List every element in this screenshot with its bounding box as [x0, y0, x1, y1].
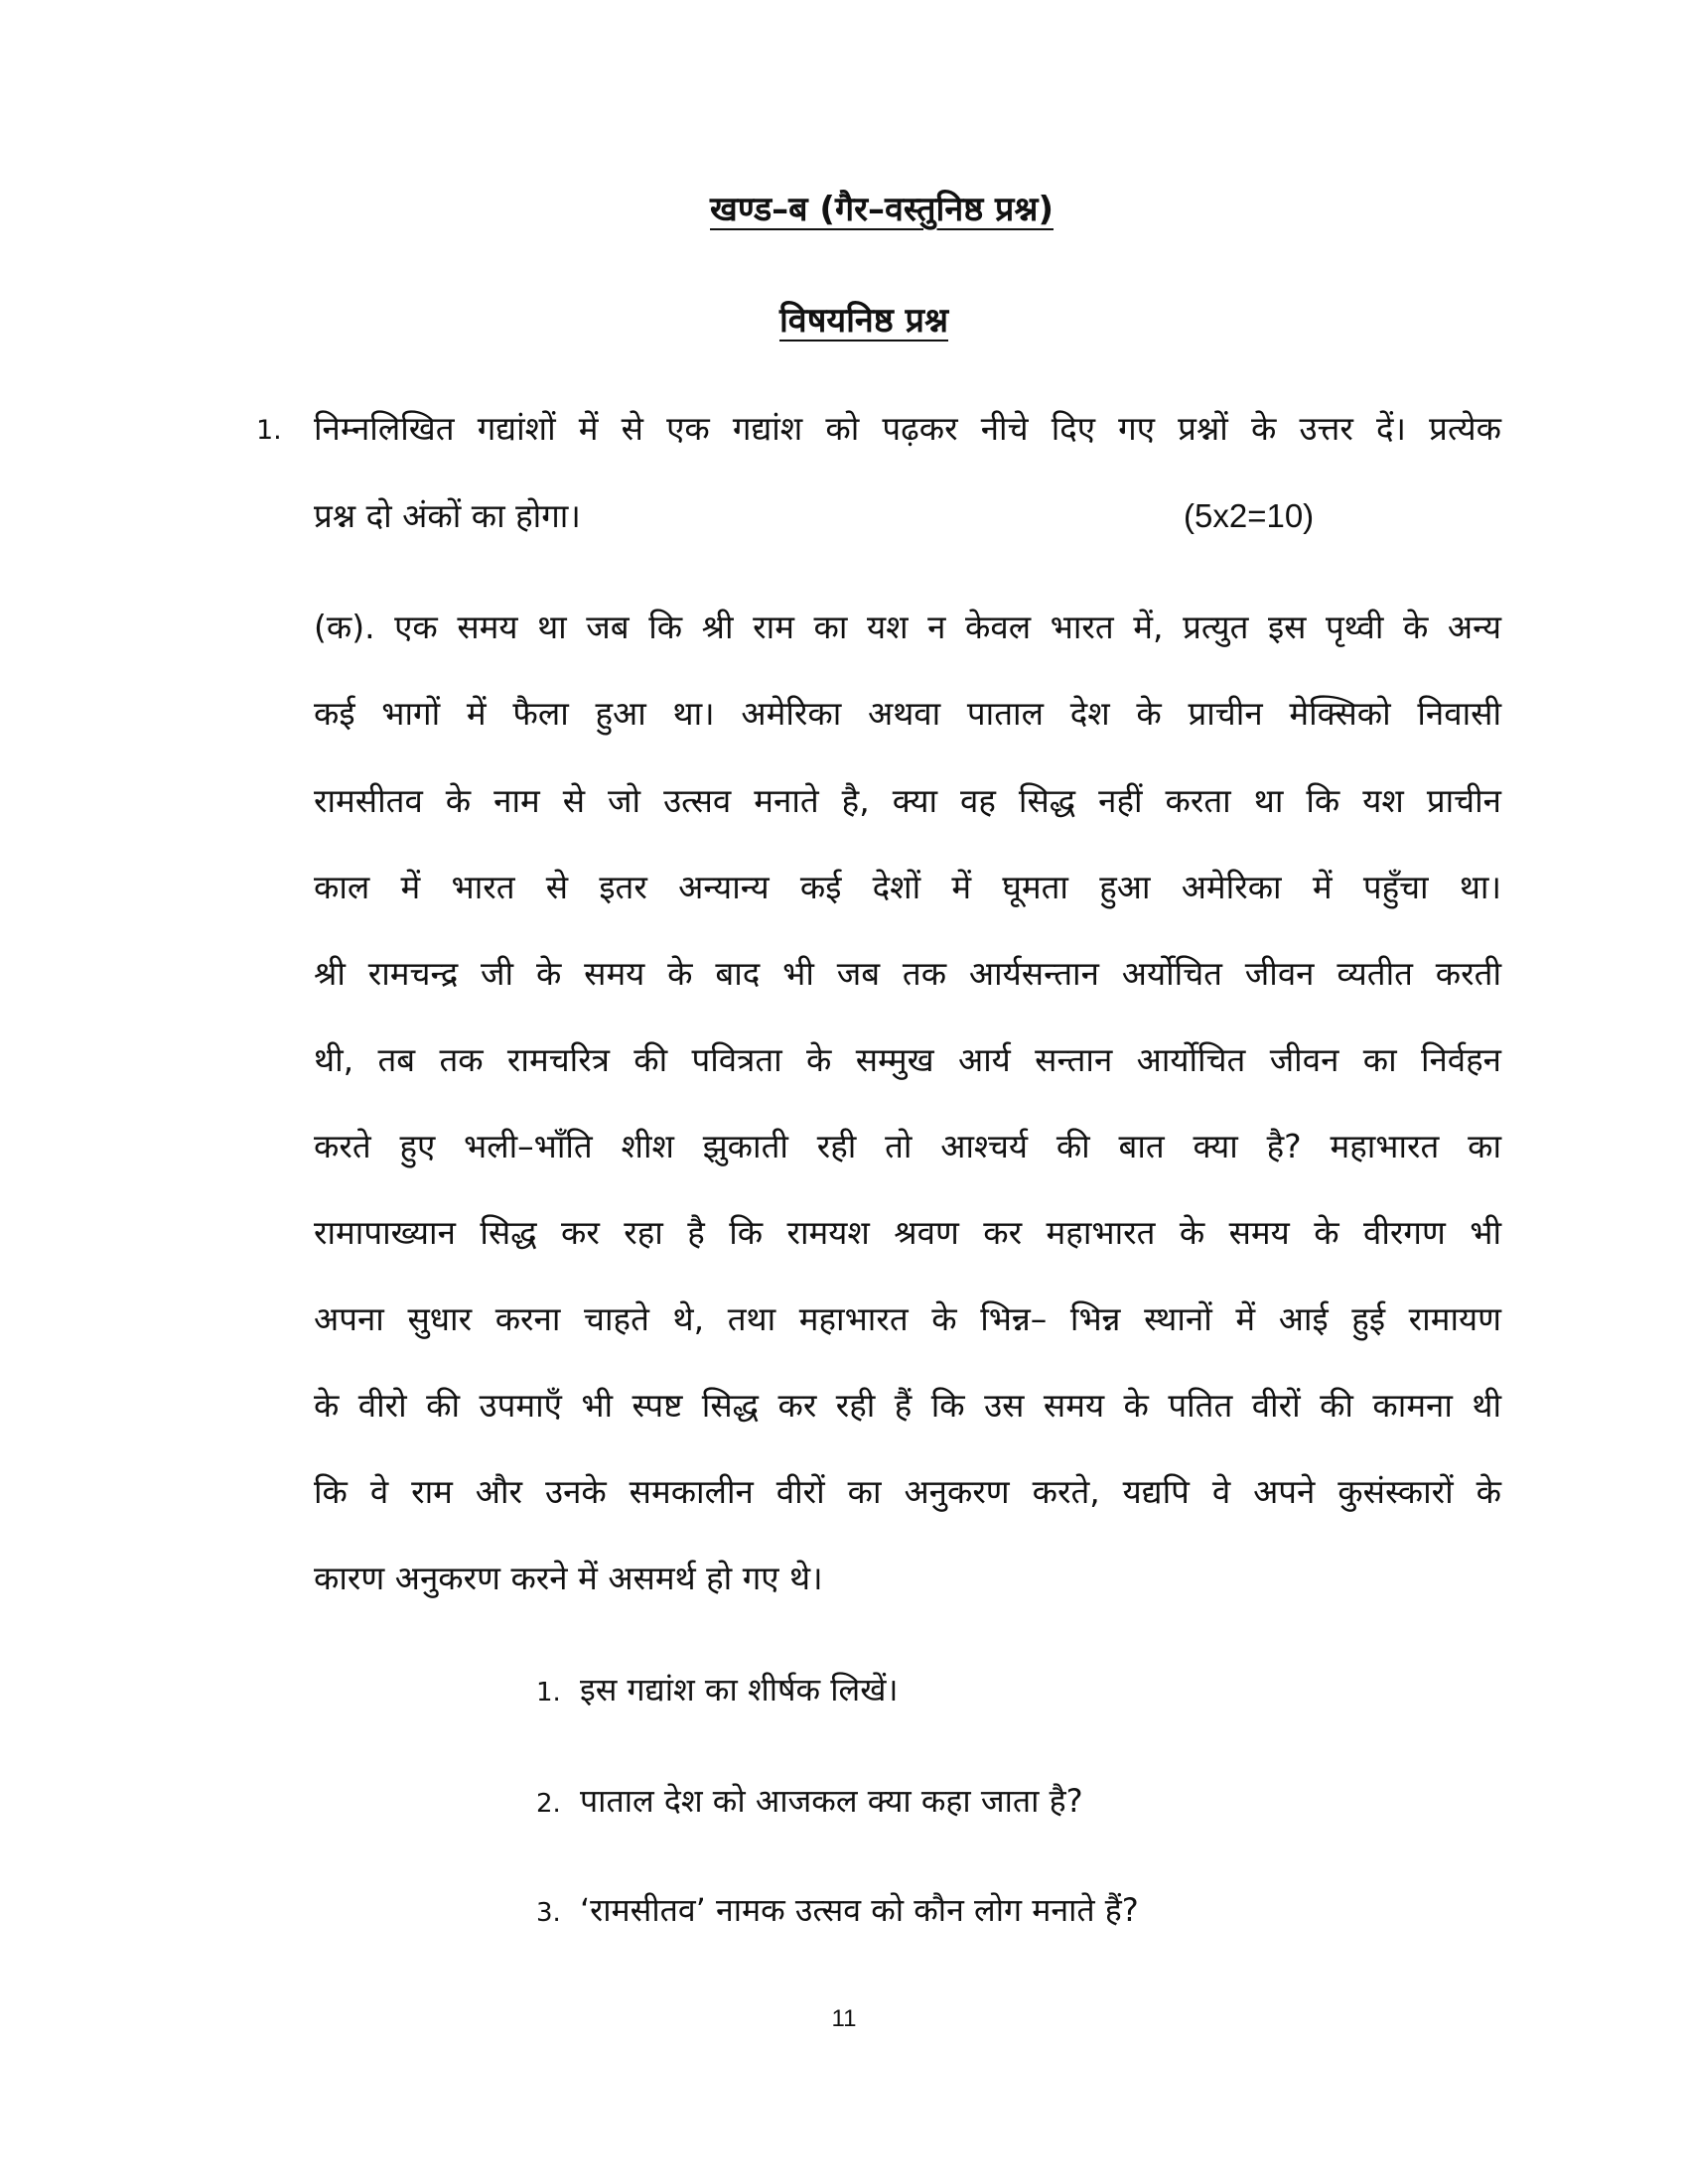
sub-question-text: ‘रामसीतव’ नामक उत्सव को कौन लोग मनाते हैं?: [580, 1891, 1139, 1929]
sub-question-1: [536, 1666, 899, 1716]
passage-line: श्री रामचन्द्र जी के समय के बाद भी जब तक आर्यसन्तान अर्योचित जीवन व्यतीत करती: [314, 954, 1501, 993]
sub-heading: विषयनिष्ठ प्रश्न: [778, 301, 948, 341]
passage-line: अपना सुधार करना चाहते थे, तथा महाभारत के भिन्न– भिन्न स्थानों में आई हुई रामायण: [314, 1299, 1501, 1338]
passage-line: के वीरो की उपमाएँ भी स्पष्ट सिद्ध कर रही हैं कि उस समय के पतित वीरों की कामना थी: [314, 1386, 1501, 1425]
sub-question-number: 3.: [536, 1898, 561, 1928]
passage-line: रामापाख्यान सिद्ध कर रहा है कि रामयश श्रवण कर महाभारत के समय के वीरगण भी: [314, 1213, 1501, 1252]
passage-line: (क). एक समय था जब कि श्री राम का यश न केवल भारत में, प्रत्युत इस पृथ्वी के अन्य: [314, 608, 1501, 646]
passage-line: कारण अनुकरण करने में असमर्थ हो गए थे।: [314, 1559, 823, 1597]
question-number: 1.: [256, 415, 282, 446]
page-number: 11: [831, 2005, 857, 2032]
sub-question-number: 2.: [536, 1789, 561, 1819]
passage-line: थी, तब तक रामचरित्र की पवित्रता के सम्मुख आर्य सन्तान आर्योचित जीवन का निर्वहन: [314, 1040, 1501, 1079]
passage-line: काल में भारत से इतर अन्यान्य कई देशों में घूमता हुआ अमेरिका में पहुँचा था।: [314, 868, 1501, 906]
passage-line: कई भागों में फैला हुआ था। अमेरिका अथवा पाताल देश के प्राचीन मेक्सिको निवासी: [314, 694, 1501, 733]
question-instruction-line-1: निम्नलिखित गद्यांशों में से एक गद्यांश को पढ़कर नीचे दिए गए प्रश्नों के उत्तर दें। प्रत्येक: [314, 409, 1501, 448]
passage-line: कि वे राम और उनके समकालीन वीरों का अनुकरण करते, यद्यपि वे अपने कुसंस्कारों के: [314, 1472, 1501, 1511]
sub-question-text: पाताल देश को आजकल क्या कहा जाता है?: [580, 1782, 1083, 1820]
sub-question-text: इस गद्यांश का शीर्षक लिखें।: [580, 1671, 899, 1708]
passage-line: करते हुए भली–भाँति शीश झुकाती रही तो आश्चर्य की बात क्या है? महाभारत का: [314, 1127, 1501, 1165]
sub-question-3: [536, 1886, 1139, 1937]
question-marks: (5x2=10): [1184, 497, 1315, 534]
section-heading: खण्ड–ब (गैर–वस्तुनिष्ठ प्रश्न): [710, 190, 1054, 229]
passage-line: रामसीतव के नाम से जो उत्सव मनाते है, क्या वह सिद्ध नहीं करता था कि यश प्राचीन: [314, 781, 1501, 820]
question-instruction-line-2: प्रश्न दो अंकों का होगा।: [314, 496, 581, 535]
sub-question-number: 1.: [536, 1678, 561, 1707]
sub-question-2: [536, 1777, 1083, 1828]
